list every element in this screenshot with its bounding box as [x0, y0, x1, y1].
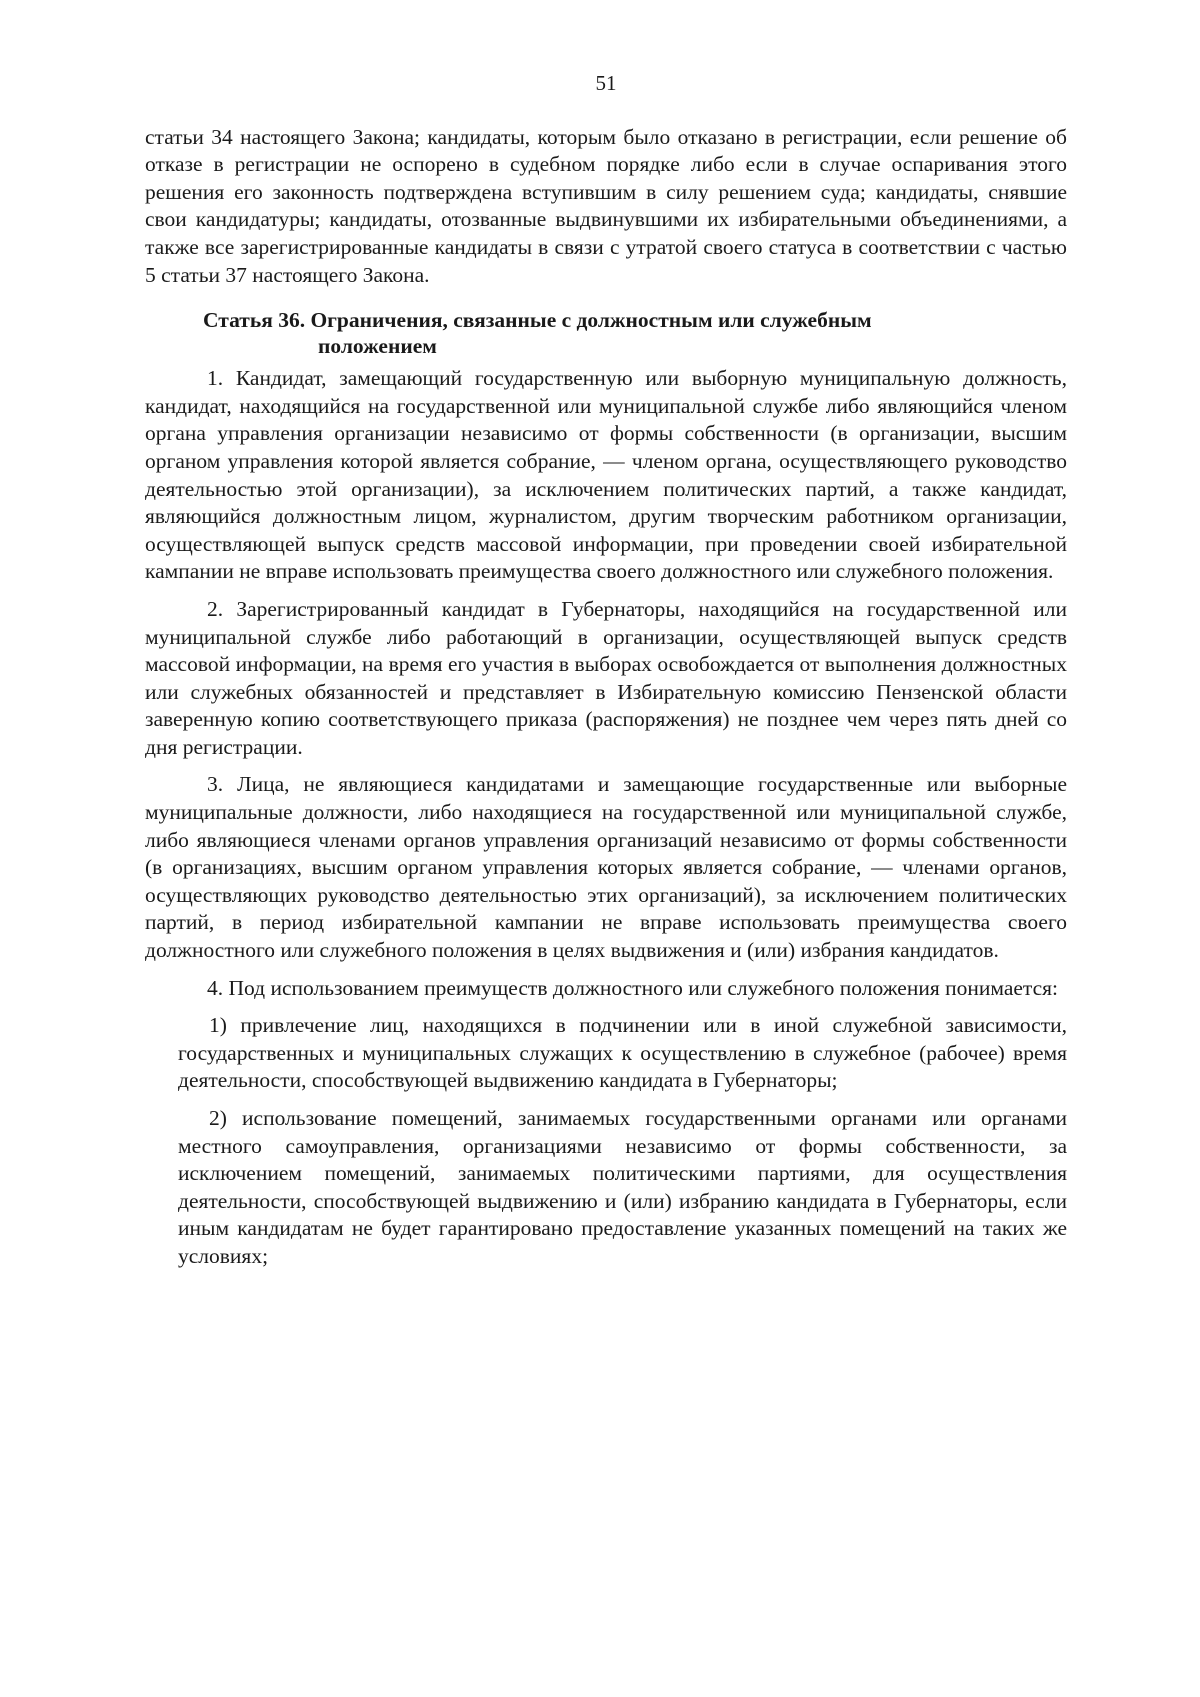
article-heading-line1: Статья 36. Ограничения, связанные с должностным или служебным [203, 308, 872, 333]
paragraph-4: 4. Под использованием преимуществ должностного или служебного положения понимается: [207, 975, 1058, 1000]
subitem-2: 2) использование помещений, занимаемых государственными органами или органами местного самоуправления, организациями независимо от формы собственности, за исключением помещений, занимаемых политическими партиями, для осуществления деятельности, способствующей выдвижению и (или) избранию кандидата в Губернаторы, если иным кандидатам не будет гарантировано предоставление указанных помещений на таких же условиях; [178, 1106, 1067, 1268]
article-heading-line2: положением [318, 334, 437, 359]
paragraph-2: 2. Зарегистрированный кандидат в Губернаторы, находящийся на государственной или муниципальной службе либо работающий в организации, осуществляющей выпуск средств массовой информации, на время его участия в выборах освобождается от выполнения должностных или служебных обязанностей и представляет в Избирательную комиссию Пензенской области заверенную копию соответствующего приказа (распоряжения) не позднее чем через пять дней со дня регистрации. [145, 596, 1067, 759]
document-page [145, 70, 1067, 1271]
paragraph-1: 1. Кандидат, замещающий государственную или выборную муниципальную должность, кандидат, находящийся на государственной или муниципальной службе либо являющийся членом органа управления организации независимо от формы собственности (в организации, высшим органом управления которой является собрание, — членом органа, осуществляющего руководство деятельностью этой организации), за исключением политических партий, а также кандидат, являющийся должностным лицом, журналистом, другим творческим работником организации, осуществляющей выпуск средств массовой информации, при проведении своей избирательной кампании не вправе использовать преимущества своего должностного или служебного положения. [145, 366, 1067, 584]
page-number: 51 [595, 71, 617, 95]
paragraph-3: 3. Лица, не являющиеся кандидатами и замещающие государственные или выборные муниципальные должности, либо находящиеся на государственной или муниципальной службе, либо являющиеся членами органов управления организаций независимо от формы собственности (в организациях, высшим органом управления которых является собрание, — членами органов, осуществляющих руководство деятельностью этих организаций), за исключением политических партий, в период избирательной кампании не вправе использовать преимущества своего должностного или служебного положения в целях выдвижения и (или) избрания кандидатов. [145, 772, 1067, 963]
article-heading [203, 307, 1067, 359]
subitem-1: 1) привлечение лиц, находящихся в подчинении или в иной служебной зависимости, государственных и муниципальных служащих к осуществлению в служебное (рабочее) время деятельности, способствующей выдвижению кандидата в Губернаторы; [178, 1013, 1067, 1093]
continuation-paragraph: статьи 34 настоящего Закона; кандидаты, которым было отказано в регистрации, если решение об отказе в регистрации не оспорено в судебном порядке либо если в случае оспаривания этого решения его законность подтверждена вступившим в силу решением суда; кандидаты, снявшие свои кандидатуры; кандидаты, отозванные выдвинувшими их избирательными объединениями, а также все зарегистрированные кандидаты в связи с утратой своего статуса в соответствии с частью 5 статьи 37 настоящего Закона. [145, 124, 1067, 287]
